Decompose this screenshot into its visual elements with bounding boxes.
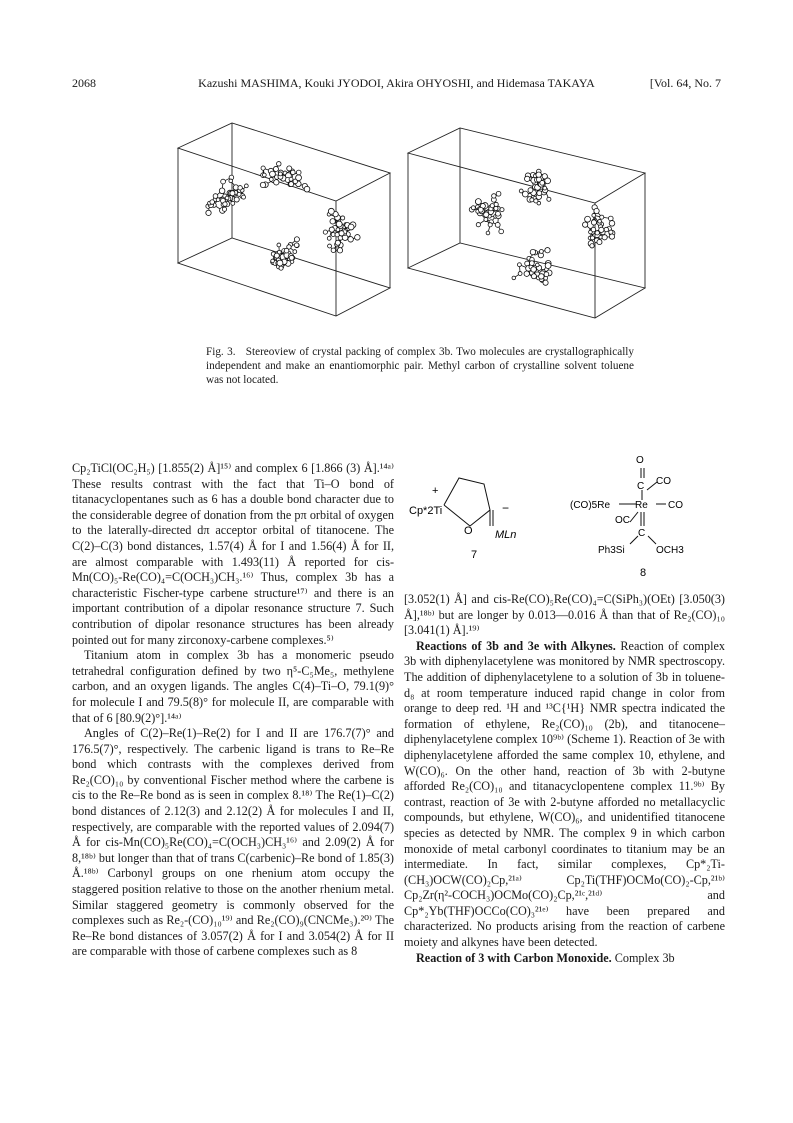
- plus-sign: +: [432, 485, 439, 497]
- structures-7-and-8: [404, 450, 725, 585]
- right-paragraph-1: [3.052(1) Å] and cis-Re(CO)₅Re(CO)₄=C(SiPh₃)(OEt) [3.050(3) Å],¹⁸ᵇ⁾ but are longer by 0.013—0.016 Å than that of Re₂(CO)₁₀ [3.041(1) Å].¹⁹⁾: [404, 592, 725, 638]
- crystal-packing-stereoview: [160, 103, 660, 333]
- figure-caption: [206, 345, 634, 387]
- right-paragraph-3: [404, 951, 725, 967]
- ph3si-label: Ph3Si: [598, 545, 625, 556]
- cp-ti-label: Cp*2Ti: [409, 505, 443, 517]
- caption-text: Stereoview of crystal packing of complex 3b. Two molecules are crystallographically independent and make an enantiomorphic pair. Methyl carbon of crystalline solvent toluene was not located.: [206, 346, 634, 386]
- page-number: 2068: [72, 76, 96, 90]
- compound-8-label: 8: [640, 567, 647, 579]
- co-right-label: CO: [656, 476, 671, 487]
- section-heading-co: Reaction of 3 with Carbon Monoxide.: [416, 950, 612, 965]
- left-column: [72, 461, 394, 960]
- left-paragraph-1: Cp₂TiCl(OC₂H₅) [1.855(2) Å]¹⁵⁾ and complex 6 [1.866 (3) Å].¹⁴ᵃ⁾ These results contrast with the fact that Ti–O bond of titanacyclopentanes such as 6 has a double bond character due to the considerable degree of donation from the pπ orbital of oxygen to the laterally-directed dπ acceptor orbital of titanocene. The C(2)–C(3) bond distances, 1.57(4) Å for I and 1.56(4) Å for II, are almost comparable with 1.493(11) Å reported for cis-Mn(CO)₅-Re(CO)₄=C(OCH₃)CH₃.¹⁶⁾ Thus, complex 3b has a characteristic Fischer-type carbene structure¹⁷⁾ and there is an important contribution of a dipolar resonance structure 7. Such contribution of dipolar resonance structures has been already pointed out for many zirconoxy-carbene complexes.⁵⁾: [72, 461, 394, 647]
- right-paragraph-2: [404, 639, 725, 951]
- co-top-o: O: [636, 455, 644, 466]
- unit-cell-left: [178, 123, 390, 316]
- oxygen-label: O: [464, 525, 473, 537]
- re-label: Re: [635, 500, 648, 511]
- co-top-c: C: [637, 481, 645, 492]
- mln-label: MLn: [495, 529, 517, 541]
- right-column: [404, 592, 725, 966]
- right-paragraph-2-body: Reaction of complex 3b with diphenylacetylene was monitored by NMR spectroscopy. The addition of diphenylacetylene to a solution of 3b in toluene-d₈ at room temperature induced rapid change in color from orange to deep red. ¹H and ¹³C{¹H} NMR spectra indicated the formation of ethylene, Re₂(CO)₁₀ (2b), and titanocene–diphenylacetylene complex 10⁹ᵇ⁾ (Scheme 1). Reaction of 3e with diphenylacetylene afforded the same complex 10, ethylene, and W(CO)₆. On the other hand, reaction of 3b with 2-butyne afforded Re₂(CO)₁₀ and titanacyclopentene complex 11.⁹ᵇ⁾ By contrast, reaction of 3e with 2-butyne afforded no metallacyclic compounds, but ethylene, W(CO)₆, and unidentified titanocene species as detected by NMR. The complex 9 in which carbon monoxide of metal carbonyl coordinates to titanium may be an intermediate. In fact, similar complexes, Cp*₂Ti-(CH₃)OCW(CO)₂Cp,²¹ᵃ⁾ Cp₂Ti(THF)OCMo(CO)₂-Cp,²¹ᵇ⁾ Cp₂Zr(η²-COCH₃)OCMo(CO)₂Cp,²¹ᶜ,²¹ᵈ⁾ and Cp*₂Yb(THF)OCCo(CO)₃²¹ᵉ⁾ have been prepared and characterized. No products arising from the reaction of carbene moiety and alkynes have been detected.: [404, 638, 726, 950]
- caption-label: Fig. 3.: [206, 346, 236, 358]
- co-re-right-label: CO: [668, 500, 683, 511]
- running-authors: Kazushi MASHIMA, Kouki JYODOI, Akira OHYOSHI, and Hidemasa TAKAYA: [198, 76, 595, 90]
- co5re-label: (CO)5Re: [570, 500, 611, 511]
- running-header: [72, 76, 721, 92]
- oc-label: OC: [615, 515, 630, 526]
- minus-sign: −: [502, 501, 510, 515]
- left-paragraph-2: Titanium atom in complex 3b has a monomeric pseudo tetrahedral configuration defined by two η⁵-C₅Me₅, methylene carbon, and an oxygen ligands. The angles C(4)–Ti–O, 79.1(9)° for molecule I and 79.5(8)° for molecule II, are comparable with that of 6 [80.9(2)°].¹⁴ᵃ⁾: [72, 648, 394, 725]
- volume-info: [Vol. 64, No. 7: [649, 76, 721, 90]
- compound-7-label: 7: [471, 549, 478, 561]
- section-heading-alkynes: Reactions of 3b and 3e with Alkynes.: [416, 638, 616, 653]
- right-paragraph-3-body: Complex 3b: [611, 950, 675, 965]
- structure-7: [444, 478, 493, 526]
- och3-label: OCH3: [656, 545, 684, 556]
- carbene-c-label: C: [638, 528, 646, 539]
- left-paragraph-3: Angles of C(2)–Re(1)–Re(2) for I and II are 176.7(7)° and 176.5(7)°, respectively. The carbenic ligand is trans to Re–Re bond which contrasts with the complexes derived from Re₂(CO)₁₀ by conventional Fischer method where the carbene is cis to the Re–Re bond as is seen in complex 8.¹⁸⁾ The Re(1)–C(2) bond distances of 2.12(3) and 2.12(2) Å for molecules I and II, respectively, are comparable with the reported values of 2.094(7) Å for cis-Mn(CO)₅Re(CO)₄=C(OCH₃)CH₃¹⁶⁾ and 2.09(2) Å for 8,¹⁸ᵇ⁾ but longer than that of trans C(carbenic)–Re bond of 1.85(3) Å.¹⁸ᵇ⁾ Carbonyl groups on one rhenium atom occupy the staggered position relative to those on the another rhenium metal. Similar staggered geometry is commonly observed for the complexes such as Re₂-(CO)₁₀¹⁹⁾ and Re₂(CO)₉(CNCMe₃).²⁰⁾ The Re–Re bond distances of 3.057(2) Å for I and 3.054(2) Å for II are comparable with those of carbene complexes such as 8: [72, 726, 394, 959]
